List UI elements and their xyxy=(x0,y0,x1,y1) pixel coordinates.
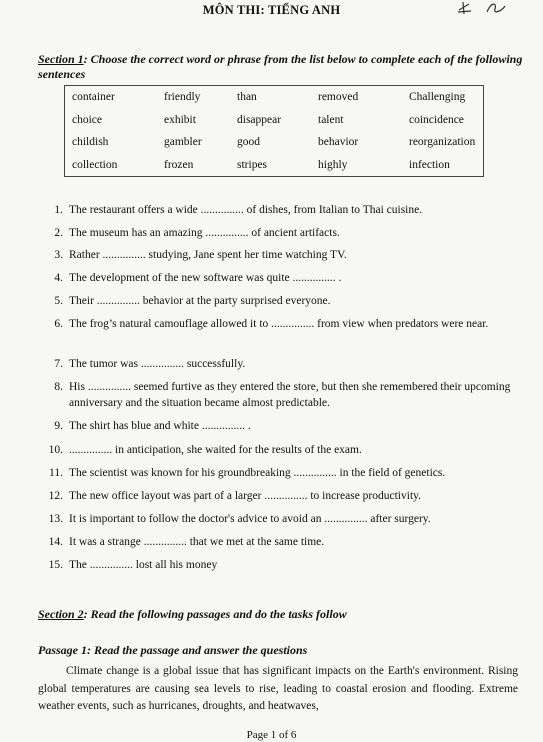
question-text: Rather ............... studying, Jane spent her time watching TV. xyxy=(69,249,347,261)
word-cell: removed xyxy=(318,91,359,104)
word-cell: disappear xyxy=(237,113,282,126)
question-item xyxy=(38,535,520,551)
question-number: 4. xyxy=(54,272,63,284)
word-cell: highly xyxy=(318,158,348,171)
question-text: It is important to follow the doctor's advice to avoid an ............... after surgery. xyxy=(69,513,431,525)
section2-label: Section 2 xyxy=(38,607,84,621)
question-item xyxy=(38,271,520,287)
question-number: 14. xyxy=(48,536,63,548)
question-item xyxy=(38,558,520,574)
question-item xyxy=(38,443,520,459)
word-cell: friendly xyxy=(164,91,201,104)
exam-title: MÔN THI: TIẾNG ANH xyxy=(202,3,341,17)
question-number: 1. xyxy=(54,204,63,216)
question-item xyxy=(38,489,520,505)
question-item xyxy=(38,203,520,219)
word-cell: childish xyxy=(72,136,109,149)
question-number: 2. xyxy=(54,227,63,239)
question-text: His ............... seemed furtive as they entered the store, but then she remembered their upcoming anniversary and the situation became almost predictable. xyxy=(69,381,511,409)
section1-label: Section 1 xyxy=(38,52,84,66)
question-number: 10. xyxy=(48,444,63,456)
word-cell: Challenging xyxy=(409,91,466,104)
word-row xyxy=(65,154,484,177)
word-cell: than xyxy=(237,91,257,104)
word-cell: collection xyxy=(72,158,118,171)
word-cell: reorganization xyxy=(409,136,476,149)
question-item xyxy=(38,226,520,242)
question-item xyxy=(38,357,520,373)
word-row xyxy=(65,109,484,132)
question-text: The tumor was ............... successfully. xyxy=(69,358,246,370)
question-text: The frog’s natural camouflage allowed it to ............... from view when predators were near. xyxy=(69,318,489,330)
word-cell: infection xyxy=(409,158,450,171)
question-number: 9. xyxy=(54,420,63,432)
question-item xyxy=(38,512,520,528)
page-number: Page 1 of 6 xyxy=(246,729,297,741)
question-number: 6. xyxy=(54,318,63,330)
question-text: The new office layout was part of a larger ............... to increase productivity. xyxy=(69,490,422,502)
section1-instruction: : Choose the correct word or phrase from the list below to complete each of the following sentences xyxy=(38,52,523,81)
question-number: 5. xyxy=(54,295,63,307)
question-text: ............... in anticipation, she waited for the results of the exam. xyxy=(69,444,362,456)
question-number: 8. xyxy=(54,381,63,393)
question-number: 7. xyxy=(54,358,63,370)
question-item xyxy=(38,294,520,310)
passage1-heading: Passage 1: Read the passage and answer the questions xyxy=(38,643,308,657)
word-cell: choice xyxy=(72,113,103,126)
word-cell: container xyxy=(72,91,115,104)
question-text: It was a strange ............... that we met at the same time. xyxy=(69,536,325,548)
section1-heading xyxy=(38,52,523,82)
question-number: 15. xyxy=(48,559,63,571)
word-cell: behavior xyxy=(318,136,359,149)
question-item xyxy=(38,466,520,482)
question-text: The scientist was known for his groundbreaking ............... in the field of genetics. xyxy=(69,467,446,479)
question-text: The museum has an amazing ............... of ancient artifacts. xyxy=(69,227,340,239)
question-item xyxy=(38,248,520,264)
word-cell: frozen xyxy=(164,158,194,171)
question-item xyxy=(38,380,520,411)
question-item xyxy=(38,317,520,333)
word-cell: good xyxy=(237,136,260,149)
word-row xyxy=(65,131,484,154)
question-item xyxy=(38,419,520,435)
section2-heading xyxy=(38,607,347,622)
word-list-table xyxy=(64,85,484,177)
question-text: Their ............... behavior at the party surprised everyone. xyxy=(69,295,331,307)
passage1-text: Climate change is a global issue that has significant impacts on the Earth's environment. Rising global temperatures are causing sea levels to rise, leading to coastal erosion and flooding. Extreme weather events, such as hurricanes, droughts, and heatwaves, xyxy=(38,665,518,712)
word-cell: stripes xyxy=(237,158,268,171)
word-cell: exhibit xyxy=(164,113,196,126)
word-cell: coincidence xyxy=(409,113,464,126)
question-number: 12. xyxy=(48,490,63,502)
question-number: 13. xyxy=(48,513,63,525)
question-text: The shirt has blue and white ............... . xyxy=(69,420,251,432)
question-number: 11. xyxy=(49,467,63,479)
word-cell: gambler xyxy=(164,136,202,149)
question-text: The development of the new software was quite ............... . xyxy=(69,272,342,284)
question-text: The restaurant offers a wide ............... of dishes, from Italian to Thai cuisine. xyxy=(69,204,423,216)
section2-instruction: : Read the following passages and do the tasks follow xyxy=(83,607,347,621)
question-text: The ............... lost all his money xyxy=(69,559,218,571)
question-number: 3. xyxy=(54,249,63,261)
handwritten-mark xyxy=(455,0,515,16)
word-cell: talent xyxy=(318,113,344,126)
word-row xyxy=(65,86,484,109)
